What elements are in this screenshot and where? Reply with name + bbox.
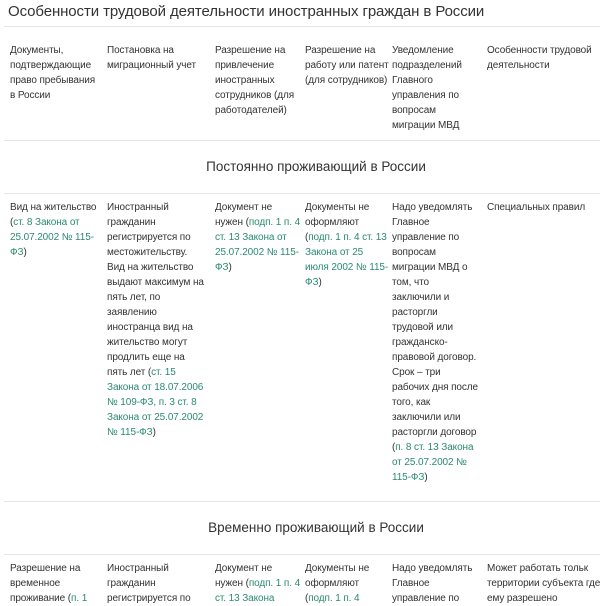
- table-cell: Разрешение на временное проживание (п. 1: [10, 563, 88, 604]
- header-documents: Документы, подтверждающие право пребывания в России: [10, 45, 96, 101]
- table-cell: Документы не оформляют (подп. 1 п. 4 ст. 13 Закона от 25 июля 2002 № 115-ФЗ): [305, 202, 389, 288]
- law-link[interactable]: п. 8 ст. 13 Закона от 25.07.2002 № 115-ФЗ: [392, 442, 474, 483]
- section-title: Временно проживающий в России: [208, 520, 424, 535]
- table-cell: Вид на жительство (ст. 8 Закона от 25.07.2002 № 115-ФЗ): [10, 202, 97, 258]
- divider: [4, 193, 600, 194]
- table-cell: Может работать тольк территории субъекта где ему разрешено: [487, 563, 600, 604]
- header-registration: Постановка на миграционный учет: [107, 45, 197, 71]
- law-link[interactable]: подп. 1 п. 4: [308, 593, 360, 604]
- table-cell: Надо уведомлять Главное управление по: [392, 563, 473, 604]
- divider: [4, 554, 600, 555]
- table-cell: Специальных правил: [487, 202, 586, 213]
- header-work-permit: Разрешение на работу или патент (для сотрудников): [305, 45, 389, 86]
- divider: [4, 140, 600, 141]
- law-link[interactable]: ст. 8 Закона от 25.07.2002 № 115-ФЗ: [10, 217, 94, 258]
- divider: [4, 26, 600, 27]
- table-cell: Надо уведомлять Главное управление по вопросам миграции МВД о том, что заключили и расторгли трудовой или гражданско-правовой договор. Срок – три рабочих дня после того, как заключили или расторгли договор (п. 8 ст. 13 Закона от 25.07.2002 № 115-ФЗ): [392, 202, 478, 483]
- page-title: Особенности трудовой деятельности иностранных граждан в России: [8, 3, 485, 20]
- table-cell: Иностранный гражданин регистрируется по: [107, 563, 191, 604]
- table-cell: Иностранный гражданин регистрируется по местожительству. Вид на жительство выдают максимум на пять лет, по заявлению иностранца вид на жительство могут продлить еще на пять лет (ст. 15 Закона от 18.07.2006 № 109-ФЗ, п. 3 ст. 8 Закона от 25.07.2002 № 115-ФЗ): [107, 202, 204, 438]
- table-cell: Документ не нужен (подп. 1 п. 4 ст. 13 Закона: [215, 563, 301, 604]
- header-notification: Уведомление подразделений Главного управления по вопросам миграции МВД: [392, 45, 462, 131]
- law-link[interactable]: подп. 1 п. 4 ст. 13 Закона: [215, 578, 301, 604]
- section-title: Постоянно проживающий в России: [206, 159, 426, 174]
- header-features: Особенности трудовой деятельности: [487, 45, 592, 71]
- divider: [4, 501, 600, 502]
- law-link[interactable]: п. 1: [71, 593, 88, 604]
- law-link[interactable]: ст. 15 Закона от 18.07.2006 № 109-ФЗ, п. 3 ст. 8 Закона от 25.07.2002 № 115-ФЗ: [107, 367, 204, 438]
- table-cell: Документы не оформляют (подп. 1 п. 4: [305, 563, 370, 604]
- law-link[interactable]: подп. 1 п. 4 ст. 13 Закона от 25.07.2002 № 115-ФЗ: [215, 217, 301, 273]
- header-employer-permit: Разрешение на привлечение иностранных сотрудников (для работодателей): [215, 45, 295, 116]
- law-link[interactable]: подп. 1 п. 4 ст. 13 Закона от 25 июля 2002 № 115-ФЗ: [305, 232, 389, 288]
- table-cell: Документ не нужен (подп. 1 п. 4 ст. 13 Закона от 25.07.2002 № 115-ФЗ): [215, 202, 301, 273]
